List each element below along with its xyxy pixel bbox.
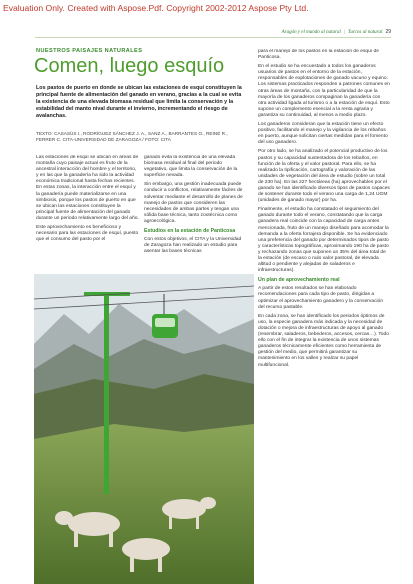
page-number: 29 xyxy=(385,29,391,35)
cows-ski-lift-illustration xyxy=(34,274,254,584)
article-lead: Los pastos de puerto en donde se ubican las estaciones de esquí constituyen la principal fuente de alimentación del ganado en verano, gracias a la cual se evita la existencia de una elevada biomasa residual que limita la conservación y la estabilidad del manto nival durante el invierno, incrementando el riesgo de avalanchas. xyxy=(36,85,242,119)
paragraph: A partir de estos resultados se han elaborado recomendaciones para cada tipo de pasto, dirigidas a optimizar el aprovechamiento ganadero y la conservación del recurso pastable. xyxy=(258,286,384,310)
subheading-plan: Un plan de aprovechamiento real xyxy=(258,277,340,284)
paragraph: En cada zona, se han identificado los periodos óptimos de uso, la especie ganadera más indicada y la necesidad de dotación o mejora de infraestructuras de apoyo al ganado (resembrar, saladeros, bebederos, accesos, cercas…). Todo ello con el fin de integrar la existencia de unos sistemas ganaderos técnicamente eficientes como herramienta de gestión del medio, que permitirá garantizar su mantenimiento en los valles y realzar su papel multifuncional. xyxy=(258,313,389,368)
body-column-1 xyxy=(36,155,139,270)
paragraph: ganado evita la existencia de una elevada biomasa residual al final del periodo vegetativo, que limita la conservación de la superficie nevada. xyxy=(144,155,238,179)
paragraph: Finalmente, el estudio ha constatado el seguimiento del ganado durante todo el verano, constatando que la carga ganadera real coincide con la capacidad de carga antes mencionada, fruto de un manejo diseñado para acomodar la demanda a la oferta forrajera disponible. Se ha evidenciado una preferencia del ganado por determinados tipos de pasto y características topográficas, aproximando 190 ha de pasto y rechazando zonas que suponen un 35% del área total de la estación (de escaso o nulo valor pastoral, de elevada altitud o pendiente y alejadas de saladeros e infraestructuras). xyxy=(258,207,389,274)
running-head-right: Turcos al natural xyxy=(347,30,383,35)
running-head xyxy=(282,29,391,35)
paragraph: En el estudio se ha encuestado a todos los ganaderos usuarios de pastos en el entorno de la estación, responsables de explotaciones de ganado vacuno y equino. Los sistemas practicados responden a patrones comunes en otras áreas de montaña, con la particularidad de que la mayoría de los ganaderos compaginan la ganadería con otra actividad ligada al turismo o a la estación de esquí. Esto supone un complemento esencial a la renta agraria y garantiza su continuidad, al menos a medio plazo. xyxy=(258,64,390,118)
paragraph: Por otro lado, se ha analizado el potencial productivo de los pastos y su capacidad sustentadora de los rebaños, en función de la oferta y el valor pastoral. Para ello, se ha realizado la tipificación, cartografía y valoración de las unidades de vegetación del área de estudio (sobre un total de 230 ha). En las 227 hectáreas (ha) aprovechables por el ganado se han identificado diversos tipos de pastos capaces de sostener durante todo el verano una carga de 1,24 UGM (unidades de ganado mayor) por ha. xyxy=(258,149,390,204)
paragraph: para el manejo de los pastos en la estación de esquí de Panticosa. xyxy=(258,49,379,61)
paragraph: Este aprovechamiento es beneficioso y necesario para las estaciones de esquí, puesto que el consumo del pasto por el xyxy=(36,225,139,243)
evaluation-watermark: Evaluation Only. Created with Aspose.Pdf. Copyright 2002-2012 Aspose Pty Ltd. xyxy=(3,3,309,13)
running-head-left: Aragón y el mundo al natural xyxy=(281,30,341,35)
article-title: Comen, luego esquío xyxy=(34,55,225,77)
paragraph: Los ganaderos consideran que la estación tiene un efecto positivo, facilitando el manejo y la vigilancia de los rebaños en puerto, aunque solicitan ciertas medidas para el fomento del uso ganadero. xyxy=(258,122,388,146)
body-column-2 xyxy=(144,155,247,270)
paragraph: Sin embargo, una gestión inadecuada puede conducir a conflictos, relativamente fáciles de solventar mediante el desarrollo de planes de manejo de pastos que consideren las necesidades de ambas partes y tengan una sólida base técnica, tanto zootécnica como agroecológica. xyxy=(144,182,243,224)
subheading-panticosa: Estudios en la estación de Panticosa xyxy=(144,228,236,235)
running-head-separator: | xyxy=(343,30,345,35)
header-rule xyxy=(35,37,391,38)
paragraph: Con estos objetivos, el CITA y la Universidad de Zaragoza han realizado un estudio para asentar las bases técnicas xyxy=(144,237,242,255)
paragraph: Las estaciones de esquí se ubican en áreas de montaña cuyo paisaje actual es fruto de la ancestral interacción del hombre y el territorio, y en las que la ganadería ha sido la actividad económica tradicional hasta fechas recientes. En estas zonas, la interacción entre el esquí y la ganadería puede materializarse en una simbiosis, porque los pastos de puerto en que se ubican las estaciones constituyen la principal fuente de alimentación del ganado durante un periodo relativamente largo del año. xyxy=(36,155,139,221)
article-credits: TEXTO: CASASÚS I., RODRÍGUEZ SÁNCHEZ J. A., SANZ A., BARRANTES O., REINÉ R., FERRER C. CITA-UNIVERSIDAD DE ZARAGOZA / FOTO: CITA xyxy=(36,131,228,142)
section-label: NUESTROS PAISAJES NATURALES xyxy=(36,48,143,54)
body-column-3 xyxy=(258,49,390,579)
article-photo xyxy=(34,274,254,584)
